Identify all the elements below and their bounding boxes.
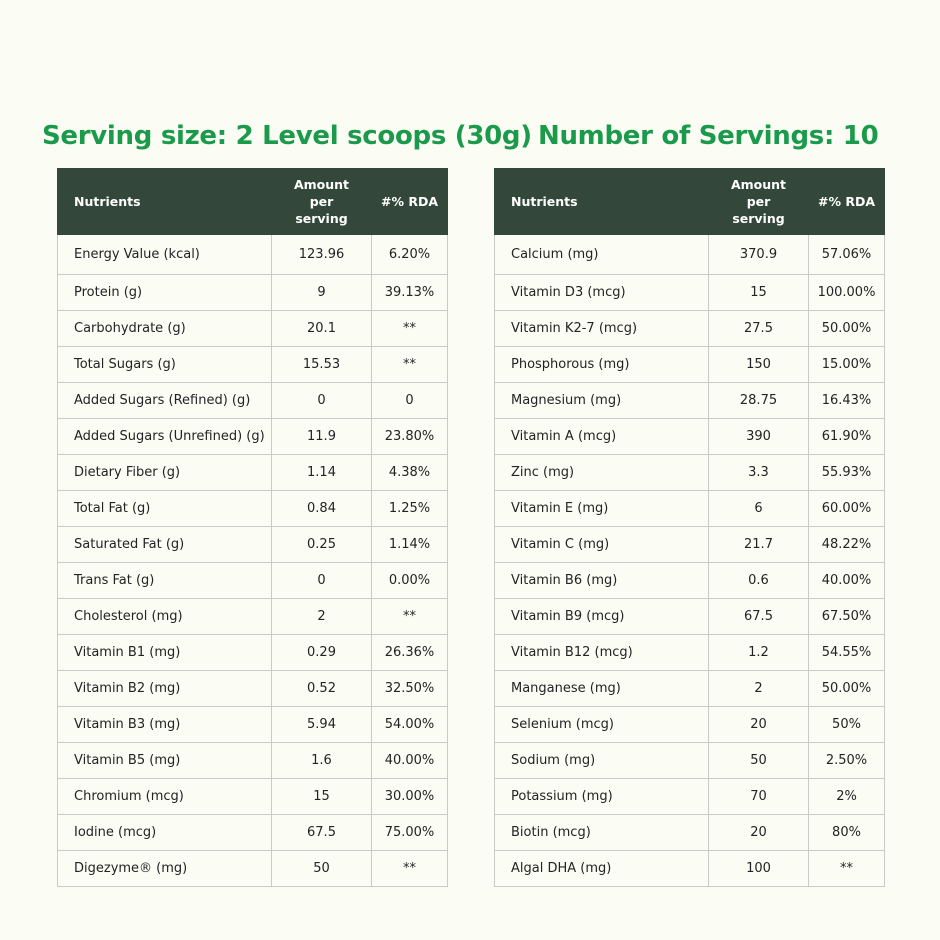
nutrient-name-cell: Vitamin D3 (mcg): [495, 275, 709, 311]
rda-cell: 75.00%: [372, 815, 448, 851]
nutrient-name-cell: Selenium (mcg): [495, 707, 709, 743]
rda-cell: **: [372, 851, 448, 887]
nutrient-name-cell: Carbohydrate (g): [58, 311, 272, 347]
nutrient-name-cell: Added Sugars (Unrefined) (g): [58, 419, 272, 455]
table-row: [495, 851, 885, 887]
amount-cell: 1.2: [709, 635, 809, 671]
table-row: [495, 419, 885, 455]
rda-cell: 55.93%: [809, 455, 885, 491]
nutrient-name-cell: Saturated Fat (g): [58, 527, 272, 563]
rda-cell: 50%: [809, 707, 885, 743]
table-row: [495, 815, 885, 851]
serving-size-heading: Serving size: 2 Level scoops (30g): [42, 121, 532, 151]
amount-cell: 123.96: [272, 235, 372, 275]
rda-cell: 30.00%: [372, 779, 448, 815]
rda-cell: 48.22%: [809, 527, 885, 563]
amount-cell: 0.25: [272, 527, 372, 563]
amount-cell: 0.6: [709, 563, 809, 599]
rda-cell: 16.43%: [809, 383, 885, 419]
table-row: [58, 311, 448, 347]
table-row: [58, 491, 448, 527]
amount-cell: 15.53: [272, 347, 372, 383]
amount-cell: 67.5: [272, 815, 372, 851]
rda-cell: 40.00%: [809, 563, 885, 599]
amount-header: Amount per serving: [272, 169, 372, 235]
rda-header: #% RDA: [372, 169, 448, 235]
amount-cell: 5.94: [272, 707, 372, 743]
table-row: [58, 347, 448, 383]
table-row: [58, 419, 448, 455]
nutrition-table-right: [494, 168, 885, 887]
nutrient-name-cell: Vitamin B6 (mg): [495, 563, 709, 599]
table-row: [58, 563, 448, 599]
nutrient-name-cell: Vitamin B9 (mcg): [495, 599, 709, 635]
nutrient-name-cell: Vitamin B1 (mg): [58, 635, 272, 671]
table-row: [495, 563, 885, 599]
amount-cell: 150: [709, 347, 809, 383]
nutrient-name-cell: Vitamin B2 (mg): [58, 671, 272, 707]
table-header-row: [58, 169, 448, 235]
nutrient-name-cell: Cholesterol (mg): [58, 599, 272, 635]
nutrient-name-cell: Biotin (mcg): [495, 815, 709, 851]
table-row: [495, 707, 885, 743]
table-row: [58, 235, 448, 275]
amount-header: Amount per serving: [709, 169, 809, 235]
amount-cell: 390: [709, 419, 809, 455]
nutrient-name-cell: Iodine (mcg): [58, 815, 272, 851]
table-row: [58, 599, 448, 635]
nutrient-name-cell: Digezyme® (mg): [58, 851, 272, 887]
table-row: [58, 779, 448, 815]
amount-cell: 2: [709, 671, 809, 707]
rda-cell: 1.25%: [372, 491, 448, 527]
rda-cell: 2.50%: [809, 743, 885, 779]
nutrient-name-cell: Energy Value (kcal): [58, 235, 272, 275]
nutrient-name-cell: Calcium (mg): [495, 235, 709, 275]
rda-cell: 67.50%: [809, 599, 885, 635]
rda-cell: 50.00%: [809, 311, 885, 347]
amount-cell: 100: [709, 851, 809, 887]
servings-count-heading: Number of Servings: 10: [538, 121, 879, 151]
table-row: [58, 743, 448, 779]
amount-cell: 27.5: [709, 311, 809, 347]
table-row: [495, 455, 885, 491]
amount-cell: 28.75: [709, 383, 809, 419]
nutrient-name-cell: Sodium (mg): [495, 743, 709, 779]
table-row: [58, 815, 448, 851]
table-row: [58, 707, 448, 743]
rda-cell: 0.00%: [372, 563, 448, 599]
nutrient-name-cell: Chromium (mcg): [58, 779, 272, 815]
nutrient-name-cell: Vitamin B3 (mg): [58, 707, 272, 743]
nutrient-name-cell: Vitamin E (mg): [495, 491, 709, 527]
table-row: [495, 347, 885, 383]
table-row: [495, 235, 885, 275]
nutrient-name-cell: Total Fat (g): [58, 491, 272, 527]
rda-cell: 1.14%: [372, 527, 448, 563]
amount-cell: 20.1: [272, 311, 372, 347]
nutrient-name-cell: Trans Fat (g): [58, 563, 272, 599]
rda-cell: 0: [372, 383, 448, 419]
nutrient-name-cell: Vitamin A (mcg): [495, 419, 709, 455]
amount-cell: 50: [272, 851, 372, 887]
amount-cell: 15: [709, 275, 809, 311]
amount-cell: 0: [272, 563, 372, 599]
amount-cell: 3.3: [709, 455, 809, 491]
amount-cell: 11.9: [272, 419, 372, 455]
nutrient-name-cell: Total Sugars (g): [58, 347, 272, 383]
table-row: [58, 671, 448, 707]
amount-cell: 70: [709, 779, 809, 815]
amount-cell: 20: [709, 815, 809, 851]
table-row: [495, 743, 885, 779]
rda-cell: 54.00%: [372, 707, 448, 743]
rda-cell: 23.80%: [372, 419, 448, 455]
nutrient-name-cell: Zinc (mg): [495, 455, 709, 491]
nutrients-header: Nutrients: [58, 169, 272, 235]
rda-cell: **: [372, 599, 448, 635]
table-row: [58, 383, 448, 419]
rda-cell: 15.00%: [809, 347, 885, 383]
nutrient-name-cell: Algal DHA (mg): [495, 851, 709, 887]
rda-cell: 100.00%: [809, 275, 885, 311]
amount-cell: 0.29: [272, 635, 372, 671]
nutrient-name-cell: Added Sugars (Refined) (g): [58, 383, 272, 419]
rda-cell: 32.50%: [372, 671, 448, 707]
nutrient-name-cell: Dietary Fiber (g): [58, 455, 272, 491]
rda-cell: 2%: [809, 779, 885, 815]
table-row: [495, 599, 885, 635]
amount-cell: 67.5: [709, 599, 809, 635]
table-row: [58, 275, 448, 311]
rda-cell: 26.36%: [372, 635, 448, 671]
amount-cell: 6: [709, 491, 809, 527]
rda-cell: 40.00%: [372, 743, 448, 779]
table-row: [495, 635, 885, 671]
nutrient-name-cell: Phosphorous (mg): [495, 347, 709, 383]
amount-cell: 21.7: [709, 527, 809, 563]
rda-cell: 80%: [809, 815, 885, 851]
rda-cell: 54.55%: [809, 635, 885, 671]
rda-cell: **: [372, 347, 448, 383]
amount-cell: 2: [272, 599, 372, 635]
rda-cell: 50.00%: [809, 671, 885, 707]
amount-cell: 0.84: [272, 491, 372, 527]
table-header-row: [495, 169, 885, 235]
table-row: [495, 383, 885, 419]
table-row: [495, 527, 885, 563]
nutrient-name-cell: Vitamin B12 (mcg): [495, 635, 709, 671]
amount-cell: 15: [272, 779, 372, 815]
nutrient-name-cell: Potassium (mg): [495, 779, 709, 815]
rda-cell: **: [809, 851, 885, 887]
rda-cell: 60.00%: [809, 491, 885, 527]
amount-cell: 0: [272, 383, 372, 419]
rda-cell: 6.20%: [372, 235, 448, 275]
table-row: [495, 671, 885, 707]
amount-cell: 0.52: [272, 671, 372, 707]
nutrition-table-left: [57, 168, 448, 887]
rda-header: #% RDA: [809, 169, 885, 235]
table-row: [58, 455, 448, 491]
table-row: [495, 275, 885, 311]
amount-cell: 9: [272, 275, 372, 311]
nutrient-name-cell: Vitamin B5 (mg): [58, 743, 272, 779]
rda-cell: 61.90%: [809, 419, 885, 455]
amount-cell: 1.14: [272, 455, 372, 491]
rda-cell: 39.13%: [372, 275, 448, 311]
rda-cell: 57.06%: [809, 235, 885, 275]
nutrient-name-cell: Vitamin C (mg): [495, 527, 709, 563]
table-row: [58, 635, 448, 671]
rda-cell: 4.38%: [372, 455, 448, 491]
amount-cell: 370.9: [709, 235, 809, 275]
nutrient-name-cell: Protein (g): [58, 275, 272, 311]
nutrient-name-cell: Manganese (mg): [495, 671, 709, 707]
table-row: [495, 491, 885, 527]
table-row: [58, 527, 448, 563]
table-row: [58, 851, 448, 887]
nutrients-header: Nutrients: [495, 169, 709, 235]
amount-cell: 50: [709, 743, 809, 779]
table-row: [495, 311, 885, 347]
amount-cell: 20: [709, 707, 809, 743]
table-row: [495, 779, 885, 815]
nutrient-name-cell: Magnesium (mg): [495, 383, 709, 419]
amount-cell: 1.6: [272, 743, 372, 779]
nutrient-name-cell: Vitamin K2-7 (mcg): [495, 311, 709, 347]
rda-cell: **: [372, 311, 448, 347]
